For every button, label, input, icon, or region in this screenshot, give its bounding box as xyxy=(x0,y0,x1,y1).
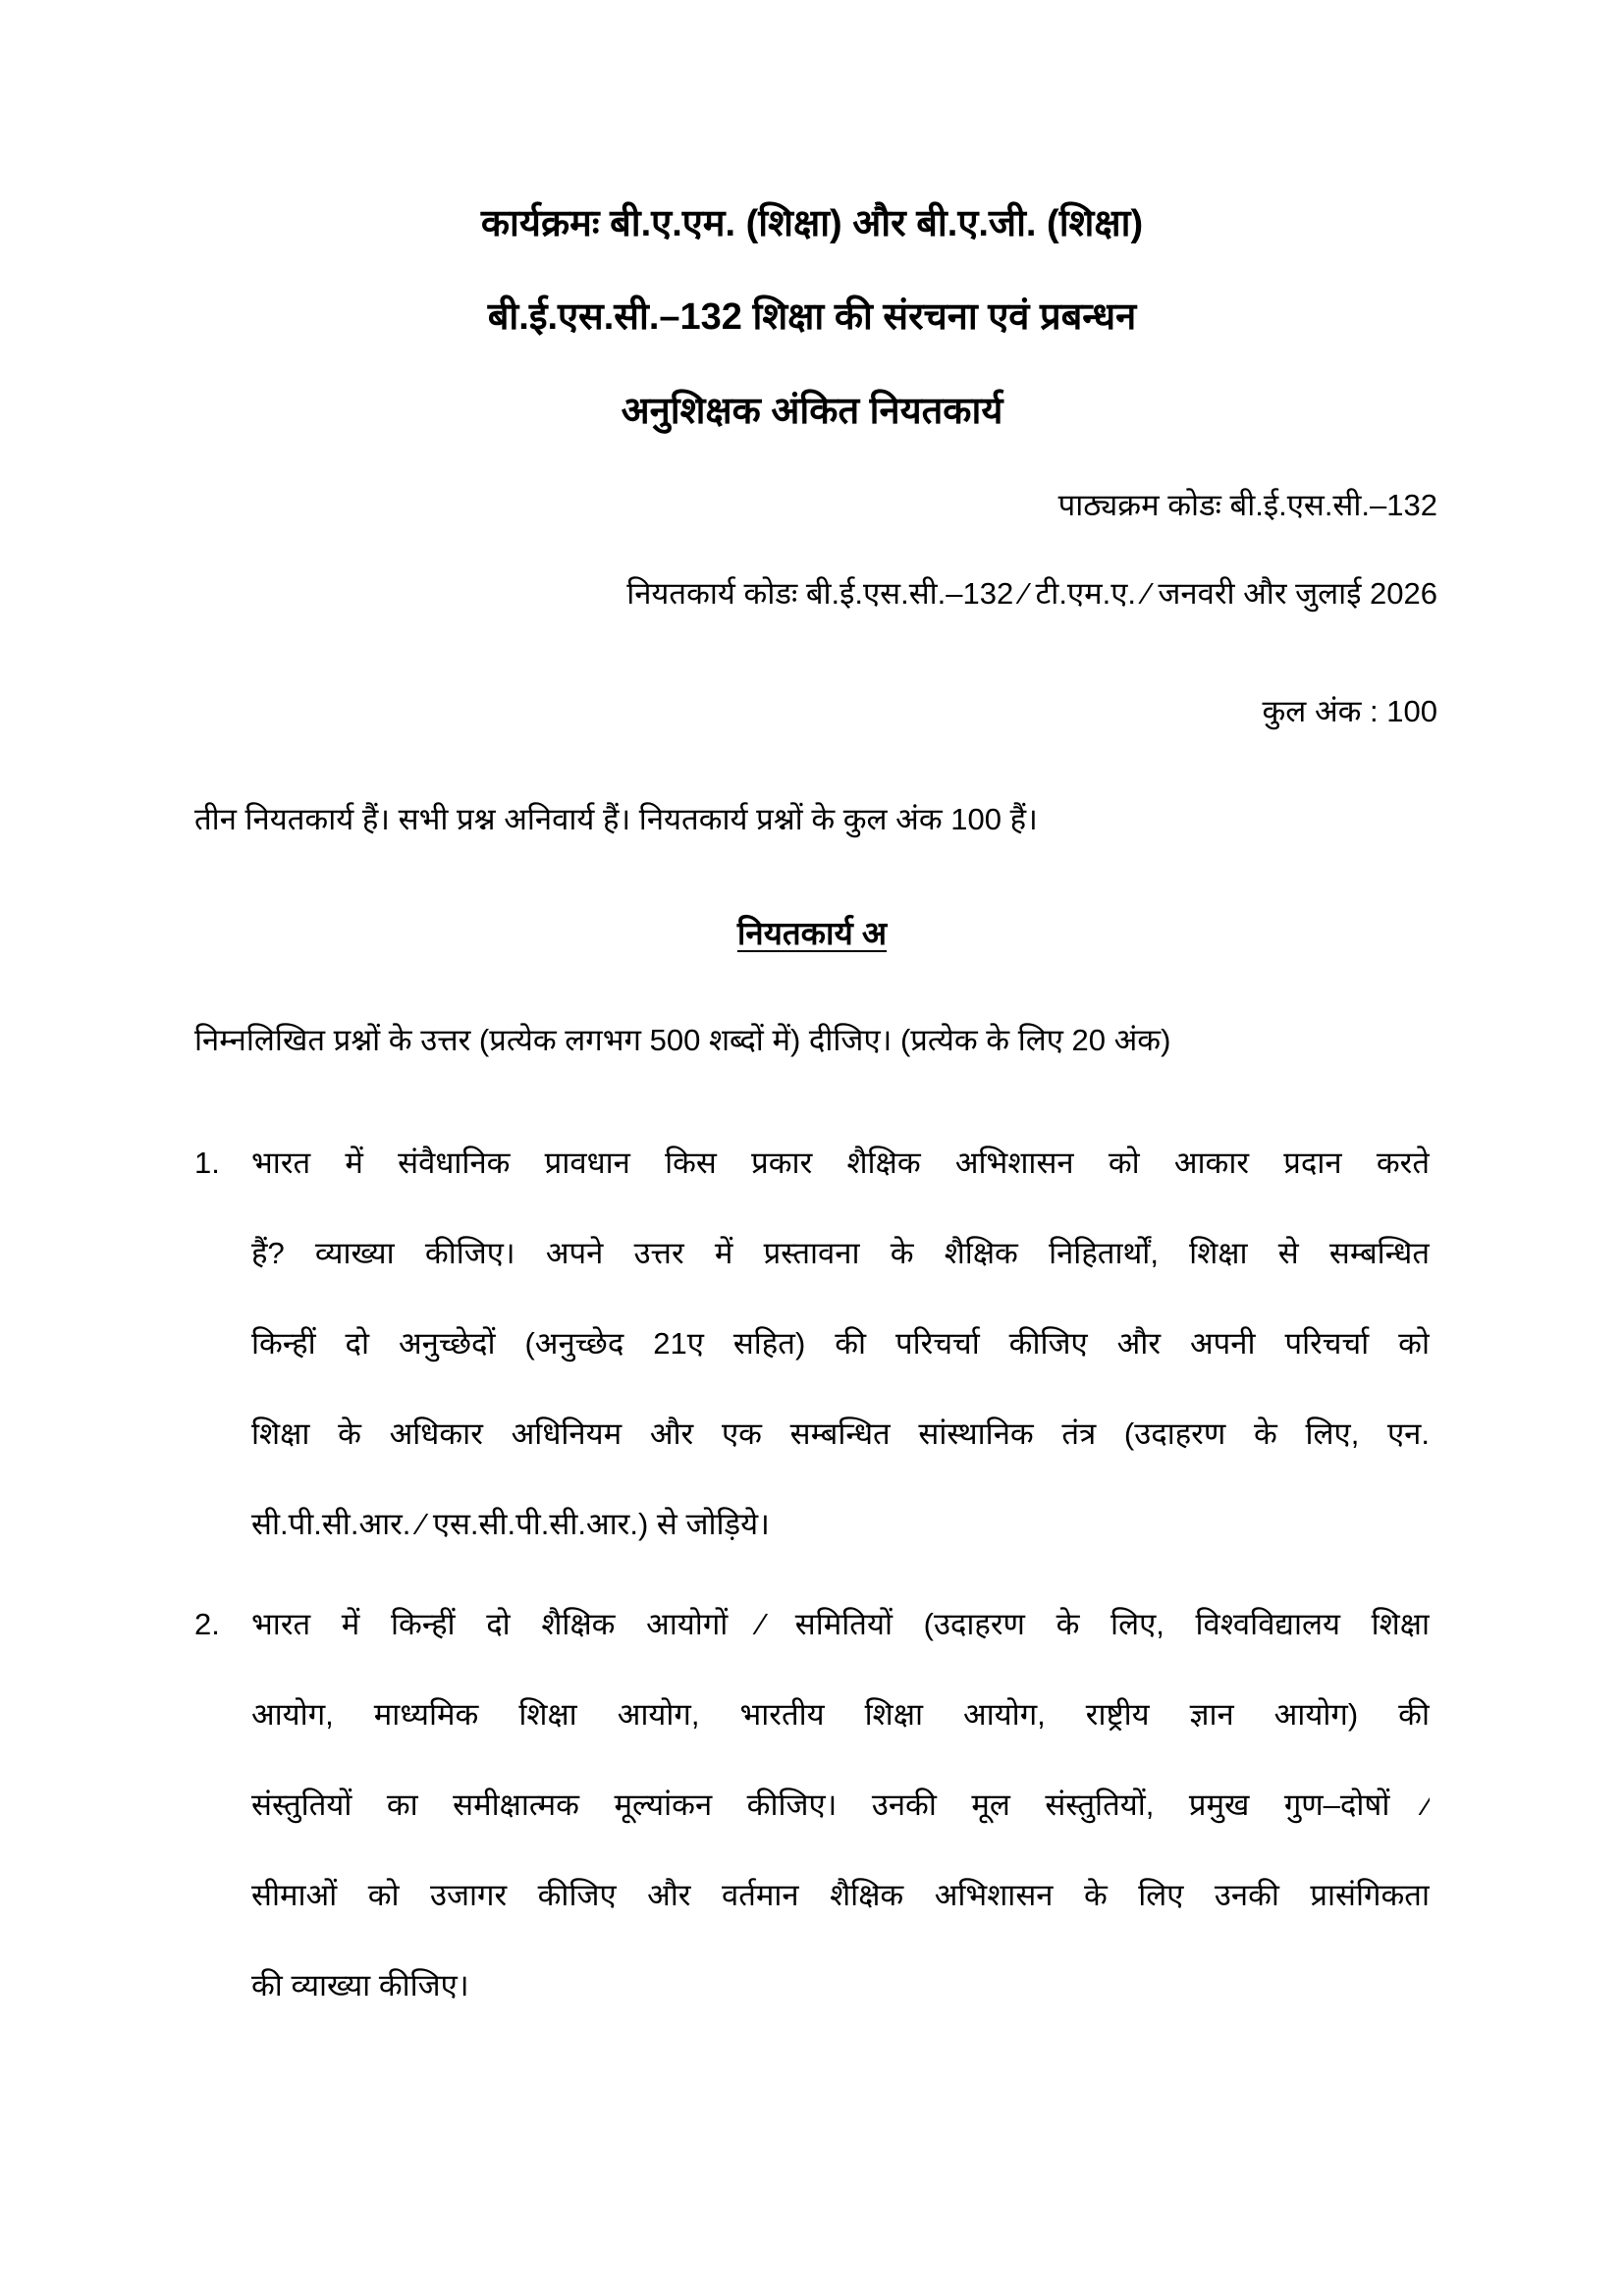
assignment-type-title: अनुशिक्षक अंकित नियतकार्य xyxy=(621,391,1003,432)
question-line: आयोग, माध्यमिक शिक्षा आयोग, भारतीय शिक्षा आयोग, राष्ट्रीय ज्ञान आयोग) की xyxy=(251,1697,1430,1732)
question-number: 2. xyxy=(194,1607,220,1641)
section-heading xyxy=(0,913,1624,954)
question-line: सी.पी.सी.आर. ⁄ एस.सी.पी.सी.आर.) से जोड़िये। xyxy=(251,1507,770,1541)
course-title: बी.ई.एस.सी.–132 शिक्षा की संरचना एवं प्रबन्धन xyxy=(487,296,1137,338)
question-line: की व्याख्या कीजिए। xyxy=(251,1968,469,2002)
question-line: संस्तुतियों का समीक्षात्मक मूल्यांकन कीजिए। उनकी मूल संस्तुतियों, प्रमुख गुण–दोषों ⁄ xyxy=(251,1788,1430,1822)
assignment-code: नियतकार्य कोडः बी.ई.एस.सी.–132 ⁄ टी.एम.ए. ⁄ जनवरी और जुलाई 2026 xyxy=(626,576,1437,611)
question-line: किन्हीं दो अनुच्छेदों (अनुच्छेद 21ए सहित) की परिचर्चा कीजिए और अपनी परिचर्चा को xyxy=(251,1326,1430,1361)
section-heading-text: नियतकार्य अ xyxy=(736,915,888,951)
section-instructions: निम्नलिखित प्रश्नों के उत्तर (प्रत्येक लगभग 500 शब्दों में) दीजिए। (प्रत्येक के लिए 20 अंक) xyxy=(194,1023,1171,1057)
general-instructions: तीन नियतकार्य हैं। सभी प्रश्न अनिवार्य हैं। नियतकार्य प्रश्नों के कुल अंक 100 हैं। xyxy=(194,802,1038,836)
total-marks: कुल अंक : 100 xyxy=(1262,694,1437,728)
question-number: 1. xyxy=(194,1146,220,1180)
question-text xyxy=(251,1605,1430,2056)
question-line: हैं? व्याख्या कीजिए। अपने उत्तर में प्रस्तावना के शैक्षिक निहितार्थों, शिक्षा से सम्बन्धित xyxy=(251,1236,1430,1270)
question-text xyxy=(251,1144,1430,1595)
programme-title: कार्यक्रमः बी.ए.एम. (शिक्षा) और बी.ए.जी. (शिक्षा) xyxy=(480,203,1144,244)
course-code: पाठ्यक्रम कोडः बी.ई.एस.सी.–132 xyxy=(1057,488,1437,522)
question-line: शिक्षा के अधिकार अधिनियम और एक सम्बन्धित सांस्थानिक तंत्र (उदाहरण के लिए, एन. xyxy=(251,1416,1430,1451)
question-line: भारत में किन्हीं दो शैक्षिक आयोगों ⁄ समितियों (उदाहरण के लिए, विश्वविद्यालय शिक्षा xyxy=(251,1607,1430,1641)
question-line: भारत में संवैधानिक प्रावधान किस प्रकार शैक्षिक अभिशासन को आकार प्रदान करते xyxy=(251,1146,1430,1180)
question-line: सीमाओं को उजागर कीजिए और वर्तमान शैक्षिक अभिशासन के लिए उनकी प्रासंगिकता xyxy=(251,1878,1430,1912)
